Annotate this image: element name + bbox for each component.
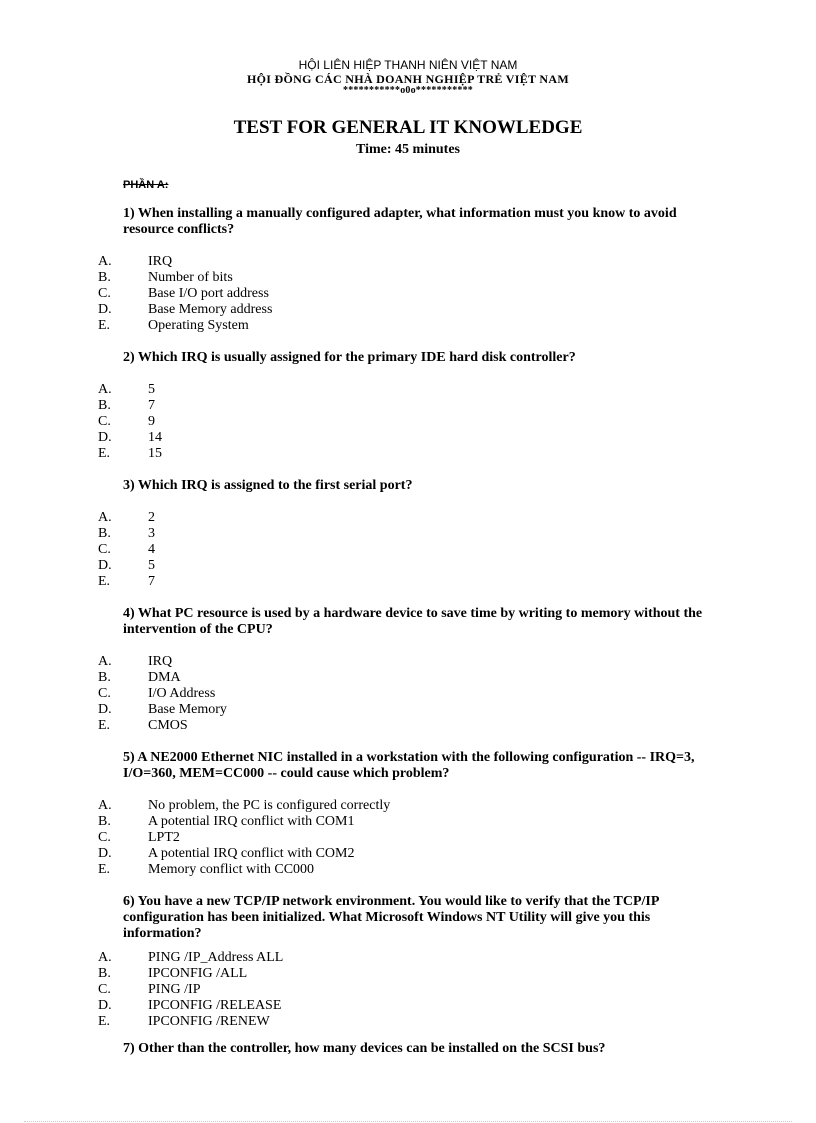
answer-option — [98, 558, 155, 574]
option-letter: C. — [98, 286, 111, 301]
option-text: IRQ — [148, 254, 173, 269]
question-5-options — [98, 798, 390, 878]
question-2-options — [98, 382, 162, 462]
answer-option — [98, 446, 162, 462]
option-letter: D. — [98, 302, 112, 317]
option-letter: C. — [98, 830, 111, 845]
question-1-options — [98, 254, 272, 334]
answer-option — [98, 270, 272, 286]
section-label: PHẦN A: — [123, 179, 169, 191]
option-text: 4 — [148, 542, 155, 557]
option-letter: A. — [98, 950, 112, 965]
option-letter: E. — [98, 318, 111, 333]
option-text: Memory conflict with CC000 — [148, 862, 315, 877]
option-text: Base I/O port address — [148, 286, 269, 301]
option-letter: B. — [98, 814, 111, 829]
option-letter: A. — [98, 510, 112, 525]
option-text: 3 — [148, 526, 155, 541]
question-4-text: 4) What PC resource is used by a hardware device to save time by writing to memory without the intervention of the CPU? — [123, 606, 703, 637]
question-3-text: 3) Which IRQ is assigned to the first serial port? — [123, 478, 413, 493]
option-text: A potential IRQ conflict with COM2 — [148, 846, 355, 861]
option-letter: C. — [98, 542, 111, 557]
option-letter: C. — [98, 686, 111, 701]
answer-option — [98, 382, 162, 398]
organization-name-line1: HỘI LIÊN HIỆP THANH NIÊN VIỆT NAM — [298, 58, 518, 72]
option-letter: D. — [98, 430, 112, 445]
answer-option — [98, 318, 272, 334]
answer-option — [98, 830, 390, 846]
test-title: TEST FOR GENERAL IT KNOWLEDGE — [233, 117, 583, 138]
answer-option — [98, 510, 155, 526]
option-text: CMOS — [148, 718, 188, 733]
option-letter: A. — [98, 798, 112, 813]
option-letter: B. — [98, 398, 111, 413]
answer-option — [98, 998, 283, 1014]
option-text: Operating System — [148, 318, 249, 333]
answer-option — [98, 414, 162, 430]
option-text: 15 — [148, 446, 162, 461]
option-text: IPCONFIG /RENEW — [148, 1014, 270, 1029]
answer-option — [98, 254, 272, 270]
option-letter: E. — [98, 1014, 111, 1029]
answer-option — [98, 670, 227, 686]
answer-option — [98, 966, 283, 982]
option-text: A potential IRQ conflict with COM1 — [148, 814, 355, 829]
option-text: LPT2 — [148, 830, 180, 845]
answer-option — [98, 526, 155, 542]
answer-option — [98, 542, 155, 558]
question-2-text: 2) Which IRQ is usually assigned for the primary IDE hard disk controller? — [123, 350, 576, 365]
option-letter: B. — [98, 270, 111, 285]
question-1-text: 1) When installing a manually configured adapter, what information must you know to avoid resource conflicts? — [123, 206, 677, 237]
option-text: IPCONFIG /ALL — [148, 966, 248, 981]
option-letter: D. — [98, 998, 112, 1013]
option-text: 2 — [148, 510, 155, 525]
option-letter: D. — [98, 702, 112, 717]
answer-option — [98, 846, 390, 862]
answer-option — [98, 702, 227, 718]
answer-option — [98, 982, 283, 998]
question-4-options — [98, 654, 227, 734]
option-text: 7 — [148, 574, 155, 589]
page-bottom-divider — [24, 1121, 792, 1122]
option-text: IPCONFIG /RELEASE — [148, 998, 282, 1013]
option-letter: C. — [98, 982, 111, 997]
option-letter: E. — [98, 574, 111, 589]
option-text: 5 — [148, 382, 155, 397]
answer-option — [98, 686, 227, 702]
option-letter: A. — [98, 254, 112, 269]
option-text: PING /IP — [148, 982, 201, 997]
option-text: DMA — [148, 670, 181, 685]
question-7-text: 7) Other than the controller, how many devices can be installed on the SCSI bus? — [123, 1041, 606, 1056]
answer-option — [98, 814, 390, 830]
question-6-options — [98, 950, 283, 1030]
answer-option — [98, 950, 283, 966]
question-3-options — [98, 510, 155, 590]
option-letter: D. — [98, 558, 112, 573]
option-text: No problem, the PC is configured correctly — [148, 798, 391, 813]
option-letter: A. — [98, 382, 112, 397]
option-text: 9 — [148, 414, 155, 429]
answer-option — [98, 654, 227, 670]
option-letter: E. — [98, 446, 111, 461]
answer-option — [98, 574, 155, 590]
question-6-text: 6) You have a new TCP/IP network environment. You would like to verify that the TCP/IP configuration has been initialized. What Microsoft Windows NT Utility will give you this information? — [123, 894, 659, 941]
header-decoration: ***********o0o*********** — [343, 85, 473, 96]
answer-option — [98, 398, 162, 414]
option-text: 14 — [148, 430, 162, 445]
answer-option — [98, 718, 227, 734]
question-5-text: 5) A NE2000 Ethernet NIC installed in a workstation with the following configuration -- IRQ=3, I/O=360, MEM=CC000 -- could cause which problem? — [123, 750, 695, 781]
option-letter: D. — [98, 846, 112, 861]
option-text: IRQ — [148, 654, 173, 669]
answer-option — [98, 302, 272, 318]
answer-option — [98, 286, 272, 302]
option-letter: E. — [98, 718, 111, 733]
answer-option — [98, 862, 390, 878]
test-time: Time: 45 minutes — [356, 142, 460, 157]
option-letter: B. — [98, 966, 111, 981]
option-letter: B. — [98, 670, 111, 685]
option-text: Base Memory — [148, 702, 227, 717]
option-letter: C. — [98, 414, 111, 429]
option-text: Number of bits — [148, 270, 233, 285]
option-text: 5 — [148, 558, 155, 573]
answer-option — [98, 430, 162, 446]
answer-option — [98, 798, 390, 814]
answer-option — [98, 1014, 283, 1030]
organization-name-line2: HỘI ĐỒNG CÁC NHÀ DOANH NGHIỆP TRẺ VIỆT NAM — [247, 72, 569, 86]
option-text: 7 — [148, 398, 155, 413]
option-letter: B. — [98, 526, 111, 541]
option-letter: A. — [98, 654, 112, 669]
option-letter: E. — [98, 862, 111, 877]
option-text: PING /IP_Address ALL — [148, 950, 284, 965]
option-text: I/O Address — [148, 686, 216, 701]
option-text: Base Memory address — [148, 302, 273, 317]
